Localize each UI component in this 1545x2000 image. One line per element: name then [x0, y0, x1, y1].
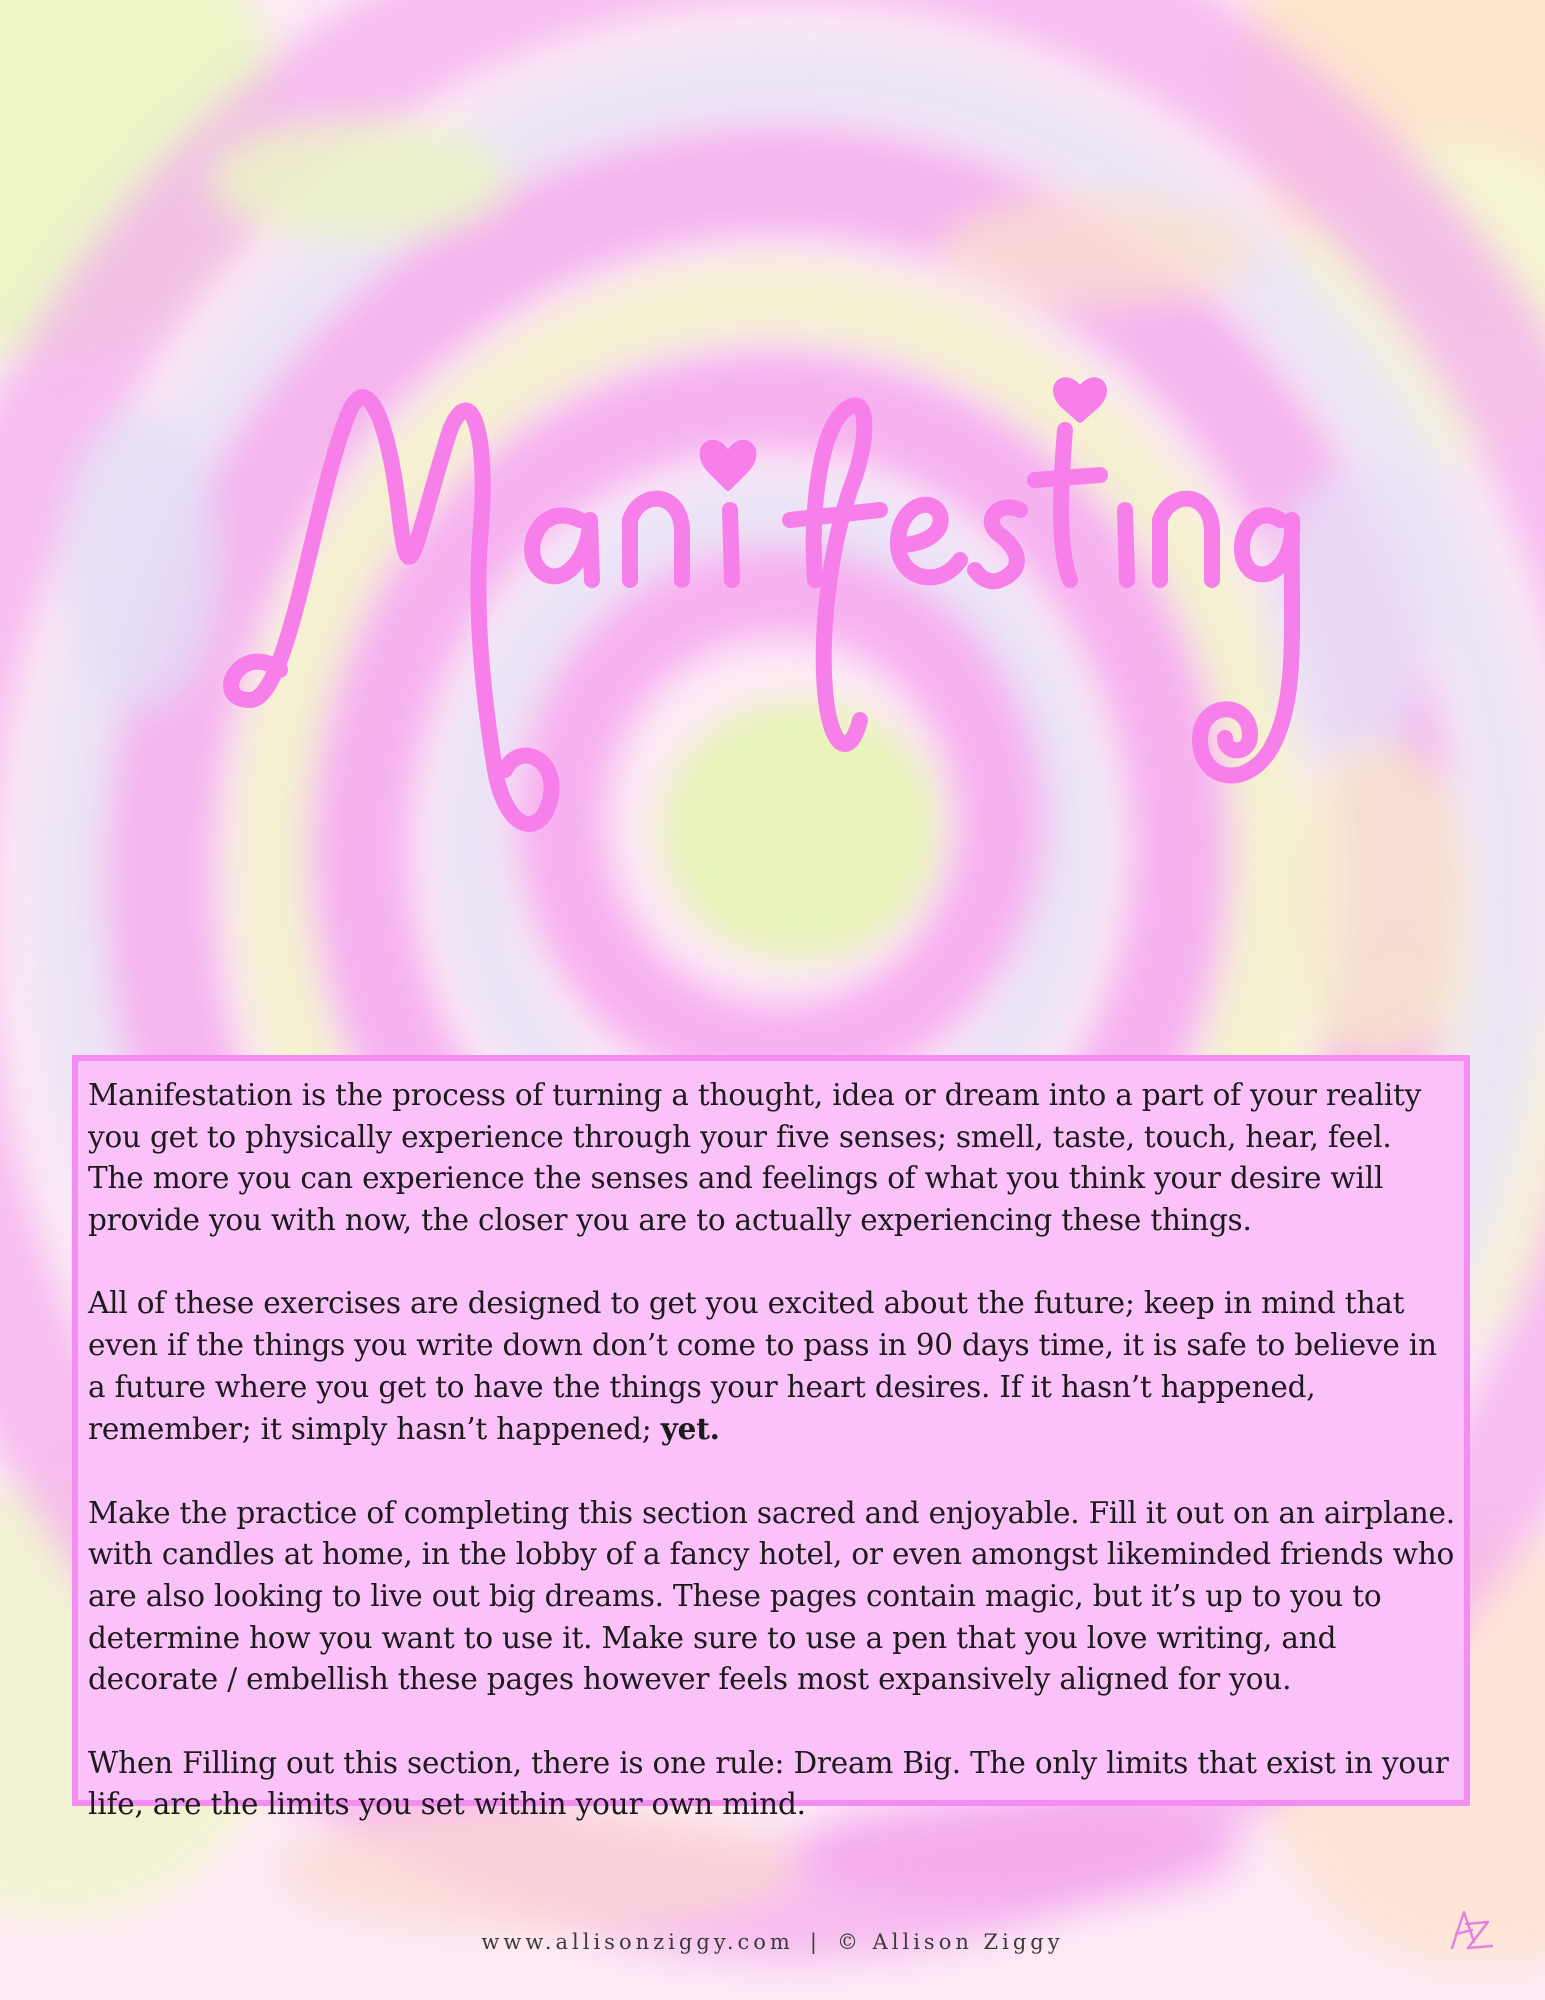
paragraph-rule [88, 1743, 1456, 1826]
paragraph-text: All of these exercises are designed to get you excited about the future; keep in mind that even if the things you write down don’t come to pass in 90 days time, it is safe to believe in a future where you get to have the things your heart desires. If it hasn’t happened, remember; it simply hasn’t happened; [88, 1286, 1437, 1447]
copyright-notice: © Allison Ziggy [836, 1930, 1064, 1954]
manifestation-text-box [72, 1055, 1470, 1822]
az-monogram-icon [1448, 1908, 1494, 1952]
paragraph-exercises [88, 1283, 1456, 1450]
paragraph-text: When Filling out this section, there is one rule: Dream Big. The only limits that exist in your life, are the limits you set within your own mind. [88, 1745, 1449, 1822]
page-footer [0, 1930, 1545, 1954]
paragraph-definition [88, 1075, 1456, 1241]
website-link[interactable]: www.allisonziggy.com [481, 1930, 794, 1954]
paragraph-text: Make the practice of completing this section sacred and enjoyable. Fill it out on an airplane. with candles at home, in the lobby of a fancy hotel, or even amongst likeminded friends who are also looking to live out big dreams. These pages contain magic, but it’s up to you to determine how you want to use it. Make sure to use a pen that you love writing, and decorate / embellish these pages however feels most expansively aligned for you. [88, 1495, 1455, 1697]
footer-separator: | [809, 1930, 821, 1954]
emphasis-yet: yet. [660, 1411, 720, 1447]
manifesting-title-lettering [220, 370, 1330, 890]
paragraph-text: Manifestation is the process of turning a thought, idea or dream into a part of your reality you get to physically experience through your five senses; smell, taste, touch, hear, feel. The more you can experience the senses and feelings of what you think your desire will provide you with now, the closer you are to actually experiencing these things. [88, 1078, 1422, 1237]
paragraph-practice [88, 1493, 1456, 1701]
